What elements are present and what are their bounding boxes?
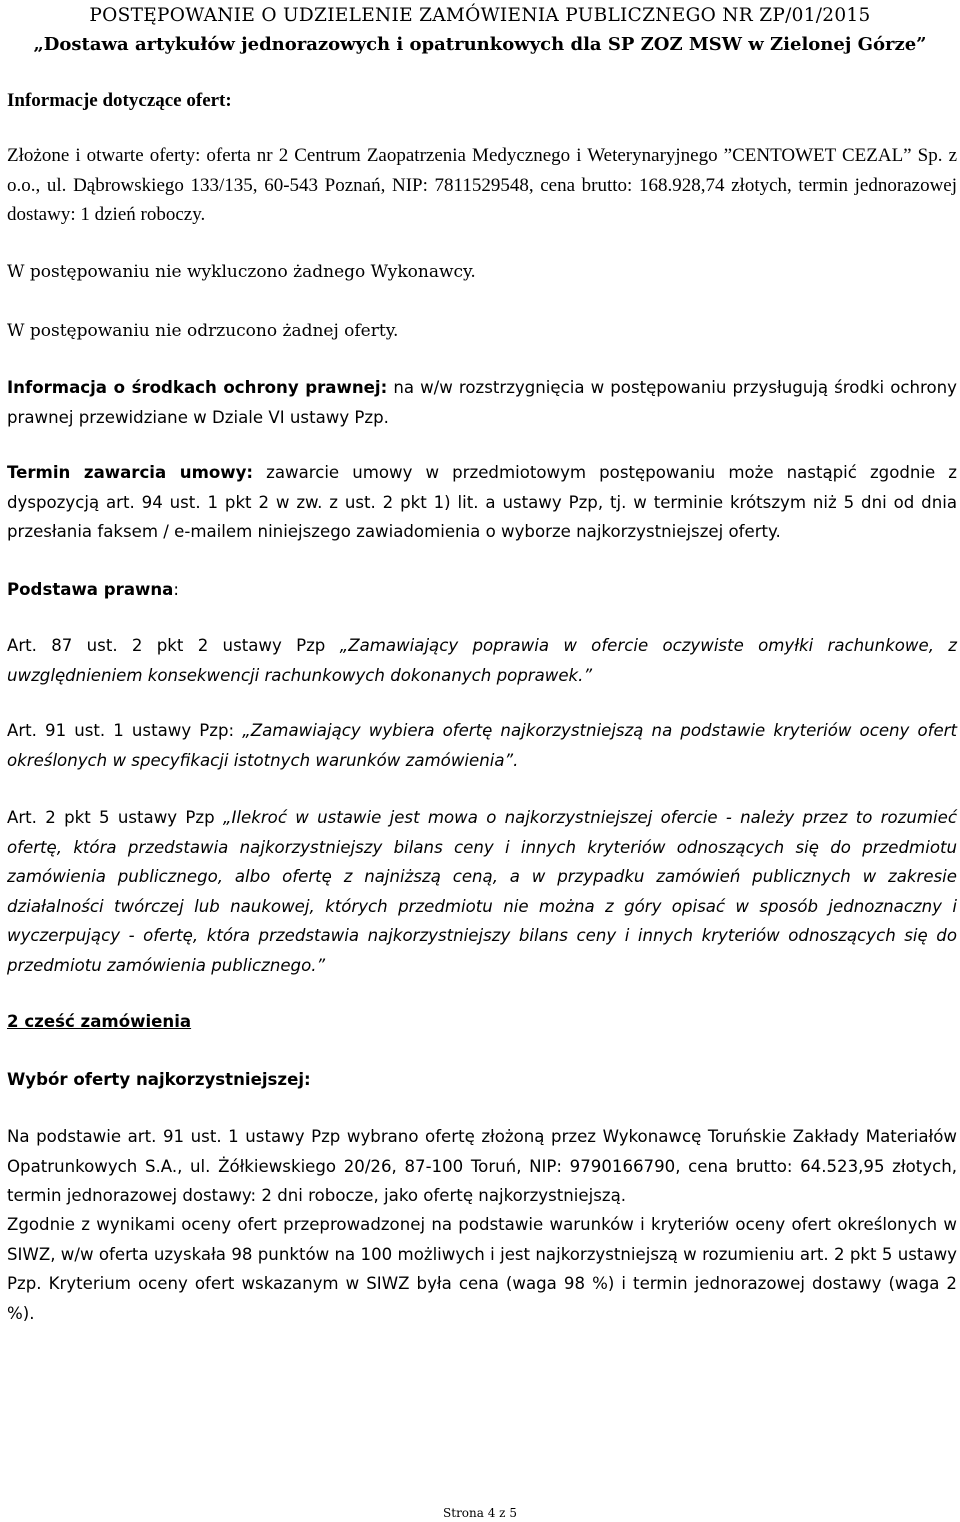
- selection-heading: Wybór oferty najkorzystniejszej:: [7, 1070, 311, 1089]
- art87-ref: Art. 87 ust. 2 pkt 2 ustawy Pzp: [7, 636, 340, 655]
- procedure-number: POSTĘPOWANIE O UDZIELENIE ZAMÓWIENIA PUBLICZNEGO NR ZP/01/2015: [89, 5, 871, 26]
- contract-term-label: Termin zawarcia umowy:: [7, 463, 254, 482]
- page-number: Strona 4 z 5: [443, 1506, 517, 1520]
- contract-term-text: zawarcie umowy w przedmiotowym postępowaniu może nastąpić zgodnie z dyspozycją art. 94 ust. 1 pkt 2 w zw. z ust. 2 pkt 1) lit. a ustawy Pzp, tj. w terminie krótszym niż 5 dni od dnia przesłania faksem / e-mailem niniejszego zawiadomienia o wyborze najkorzystniejszej oferty.: [7, 463, 957, 541]
- art87-paragraph: [7, 631, 957, 690]
- selection-text: Na podstawie art. 91 ust. 1 ustawy Pzp wybrano ofertę złożoną przez Wykonawcę Toruńskie Zakłady Materiałów Opatrunkowych S.A., ul. Żółkiewskiego 20/26, 87-100 Toruń, NIP: 9790166790, cena brutto: 64.523,95 złotych, termin jednorazowej dostawy: 2 dni robocze, jako ofertę najkorzystniejszą.: [7, 1127, 957, 1205]
- excluded-note: W postępowaniu nie wykluczono żadnego Wykonawcy.: [7, 262, 476, 282]
- evaluation-text: Zgodnie z wynikami oceny ofert przeprowadzonej na podstawie warunków i kryteriów oceny ofert określonych w SIWZ, w/w oferta uzyskała 98 punktów na 100 możliwych i jest najkorzystniejszą w rozumieniu art. 2 pkt 5 ustawy Pzp. Kryterium oceny ofert wskazanym w SIWZ była cena (waga 98 %) i termin jednorazowej dostawy (waga 2 %).: [7, 1215, 957, 1323]
- offers-text: Złożone i otwarte oferty: oferta nr 2 Centrum Zaopatrzenia Medycznego i Weterynaryjnego ”CENTOWET CEZAL” Sp. z o.o., ul. Dąbrowskiego 133/135, 60-543 Poznań, NIP: 7811529548, cena brutto: 168.928,74 złotych, termin jednorazowej dostawy: 1 dzień roboczy.: [7, 145, 957, 225]
- art91-quote: „Zamawiający wybiera ofertę najkorzystniejszą na podstawie kryteriów oceny ofert określonych w specyfikacji istotnych warunków zamówienia”.: [7, 721, 957, 770]
- art91-ref: Art. 91 ust. 1 ustawy Pzp:: [7, 721, 243, 740]
- rejected-note: W postępowaniu nie odrzucono żadnej oferty.: [7, 321, 399, 341]
- procedure-title: „Dostawa artykułów jednorazowych i opatrunkowych dla SP ZOZ MSW w Zielonej Górze”: [33, 34, 927, 55]
- art2-paragraph: [7, 803, 957, 980]
- art87-quote: „Zamawiający poprawia w ofercie oczywiste omyłki rachunkowe, z uwzględnieniem konsekwencji rachunkowych dokonanych poprawek.”: [7, 636, 957, 685]
- art2-ref: Art. 2 pkt 5 ustawy Pzp: [7, 808, 223, 827]
- legal-basis-colon: :: [173, 580, 179, 599]
- legal-protection-label: Informacja o środkach ochrony prawnej:: [7, 378, 388, 397]
- art2-quote: „Ilekroć w ustawie jest mowa o najkorzystniejszej ofercie - należy przez to rozumieć ofertę, która przedstawia najkorzystniejszy bilans ceny i innych kryteriów odnoszących się do przedmiotu zamówienia publicznego, albo ofertę z najniższą ceną, a w przypadku zamówień publicznych w zakresie działalności twórczej lub naukowej, których przedmiotu nie można z góry opisać w sposób jednoznaczny i wyczerpujący - ofertę, która przedstawia najkorzystniejszy bilans ceny i innych kryteriów odnoszących się do przedmiotu zamówienia publicznego.”: [7, 808, 957, 975]
- part2-title: 2 cześć zamówienia: [7, 1012, 192, 1031]
- legal-basis-heading: [7, 575, 957, 605]
- legal-basis-label: Podstawa prawna: [7, 580, 174, 599]
- offers-heading: Informacje dotyczące ofert:: [7, 90, 232, 111]
- document-header: [0, 0, 960, 60]
- contract-term-paragraph: [7, 458, 957, 547]
- art91-paragraph: [7, 716, 957, 775]
- legal-protection-text: na w/w rozstrzygnięcia w postępowaniu przysługują środki ochrony prawnej przewidziane w Dziale VI ustawy Pzp.: [7, 378, 957, 427]
- legal-protection-paragraph: [7, 373, 957, 432]
